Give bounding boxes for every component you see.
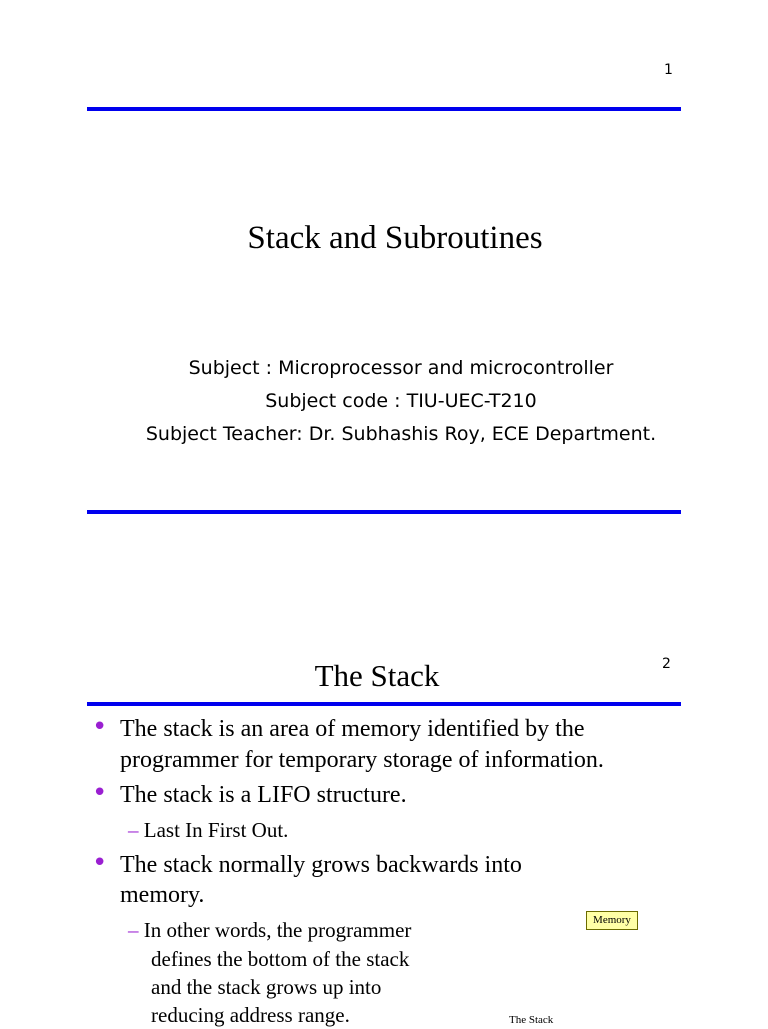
bullet-1-line-1: The stack is an area of memory identified by the bbox=[120, 716, 585, 742]
bullet-3-line-2: memory. bbox=[120, 882, 205, 908]
slide1-subject-block bbox=[0, 352, 768, 451]
bullet-dot: • bbox=[92, 712, 108, 742]
slide1-bottom-rule bbox=[87, 510, 681, 514]
bullet-3-line-1: The stack normally grows backwards into bbox=[120, 852, 522, 878]
sub-item-words-line-2: defines the bottom of the stack bbox=[151, 947, 410, 971]
stack-label: The Stack bbox=[509, 1014, 554, 1026]
bullet-dot: • bbox=[92, 778, 108, 808]
bullet-1-line-2: programmer for temporary storage of information. bbox=[120, 747, 604, 773]
slide2-title: The Stack bbox=[314, 658, 440, 693]
bullet-dot: • bbox=[92, 848, 108, 878]
sub-item-words-line-3: and the stack grows up into bbox=[151, 975, 382, 999]
subject-line: Subject : Microprocessor and microcontroller bbox=[188, 357, 614, 379]
slide1-title: Stack and Subroutines bbox=[247, 220, 543, 256]
dash-marker: – bbox=[128, 918, 139, 942]
memory-label-box: Memory bbox=[586, 911, 638, 930]
sub-item-lifo-text: Last In First Out. bbox=[143, 818, 289, 842]
slide1-top-rule bbox=[87, 107, 681, 111]
bullet-2-line-1: The stack is a LIFO structure. bbox=[120, 782, 407, 808]
dash-marker: – bbox=[128, 818, 139, 842]
subject-teacher-line: Subject Teacher: Dr. Subhashis Roy, ECE Department. bbox=[145, 423, 657, 445]
slide1-page-number: 1 bbox=[664, 62, 673, 78]
sub-item-words-line-1 bbox=[128, 916, 411, 944]
slide2-page-number: 2 bbox=[662, 656, 671, 672]
sub-item-words-text-1: In other words, the programmer bbox=[143, 918, 412, 942]
subject-code-line: Subject code : TIU-UEC-T210 bbox=[265, 390, 537, 412]
slide2-title-rule bbox=[87, 702, 681, 706]
sub-item-words-line-4: reducing address range. bbox=[151, 1003, 350, 1027]
sub-item-lifo bbox=[128, 816, 288, 844]
